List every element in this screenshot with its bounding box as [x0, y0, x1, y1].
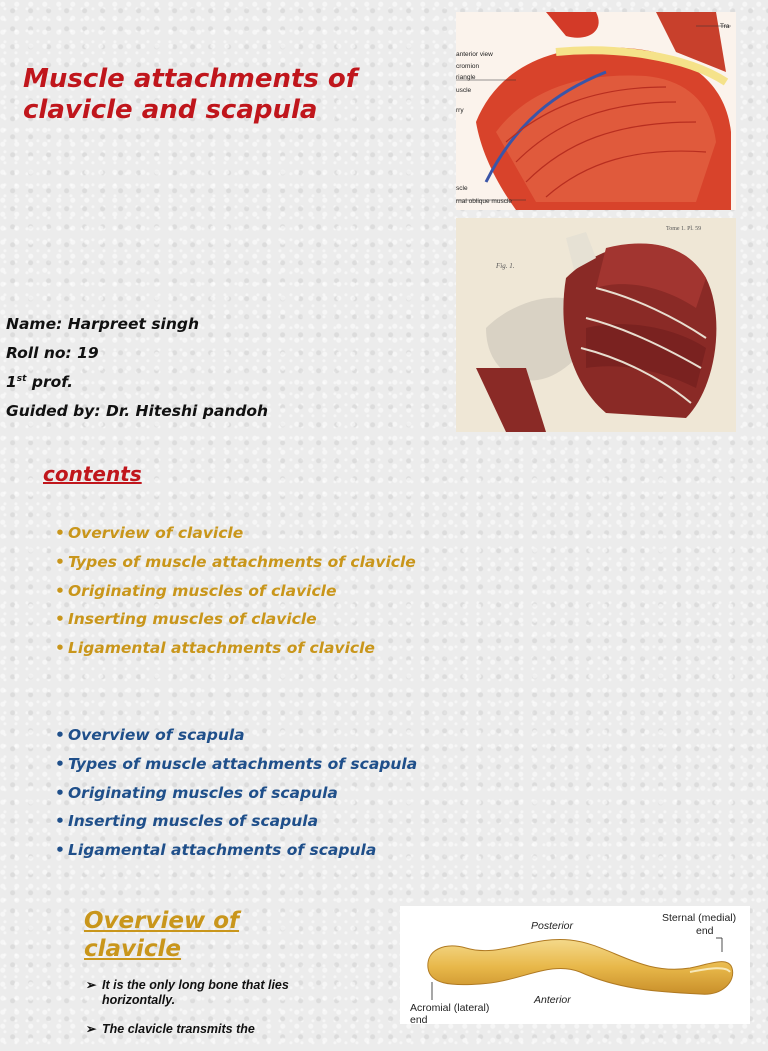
slide-title: Muscle attachments of clavicle and scapula: [23, 64, 358, 125]
scapula-muscle-posterior-image: [456, 218, 736, 432]
presenter-name: Name: Harpreet singh: [6, 315, 200, 333]
presenter-info: [6, 310, 268, 426]
top-figure-label: uscle: [456, 87, 472, 94]
top-figure-label: rry: [456, 107, 464, 114]
sternal-end-label: end: [696, 925, 714, 937]
top-figure-label: Tra: [720, 23, 730, 30]
scapula-contents-list: [55, 721, 417, 865]
acromial-end-label: end: [410, 1014, 428, 1024]
prof-year-suffix: st: [16, 373, 27, 384]
prof-year-number: 1: [6, 373, 17, 391]
list-item: [86, 978, 336, 1008]
middle-figure-label: Tome 1. Pl. 59: [666, 226, 702, 232]
contents-heading: contents: [43, 462, 142, 486]
anterior-label: Anterior: [534, 994, 571, 1006]
overview-title: Overview of clavicle: [84, 908, 240, 962]
overview-point-text: It is the only long bone that lies horizontally.: [102, 978, 289, 1007]
list-item: • Overview of clavicle: [55, 519, 416, 548]
list-item: • Types of muscle attachments of scapula: [55, 750, 417, 779]
top-figure-label: anterior view: [456, 51, 493, 58]
top-figure-label: scle: [456, 185, 468, 192]
list-item: • Originating muscles of scapula: [55, 779, 417, 808]
clavicle-contents-list: [55, 519, 416, 663]
prof-year-label: prof.: [26, 373, 74, 391]
clavicle-bone-figure: [400, 906, 750, 1024]
overview-points: [86, 978, 336, 1051]
arrow-bullet-icon: ➢: [86, 978, 97, 992]
list-item: • Types of muscle attachments of clavicle: [55, 548, 416, 577]
list-item: • Ligamental attachments of scapula: [55, 836, 417, 865]
shoulder-muscle-anterior-image: [456, 12, 736, 210]
overview-point-text: The clavicle transmits the: [102, 1022, 255, 1036]
middle-figure-label: Fig. 1.: [496, 262, 515, 270]
list-item: • Inserting muscles of scapula: [55, 807, 417, 836]
list-item: • Ligamental attachments of clavicle: [55, 634, 416, 663]
prof-year: [6, 368, 268, 397]
top-figure-label: cromion: [456, 63, 480, 70]
guide-name: Guided by: Dr. Hiteshi pandoh: [6, 402, 269, 420]
roll-number: Roll no: 19: [6, 344, 99, 362]
posterior-label: Posterior: [531, 920, 574, 932]
list-item: • Overview of scapula: [55, 721, 417, 750]
list-item: • Originating muscles of clavicle: [55, 577, 416, 606]
arrow-bullet-icon: ➢: [86, 1022, 97, 1036]
sternal-end-label: Sternal (medial): [662, 912, 737, 924]
list-item: [86, 1022, 336, 1037]
top-figure-label: riangle: [456, 74, 476, 81]
acromial-end-label: Acromial (lateral): [410, 1002, 490, 1014]
list-item: • Inserting muscles of clavicle: [55, 605, 416, 634]
top-figure-label: rnal oblique muscle: [456, 198, 513, 205]
